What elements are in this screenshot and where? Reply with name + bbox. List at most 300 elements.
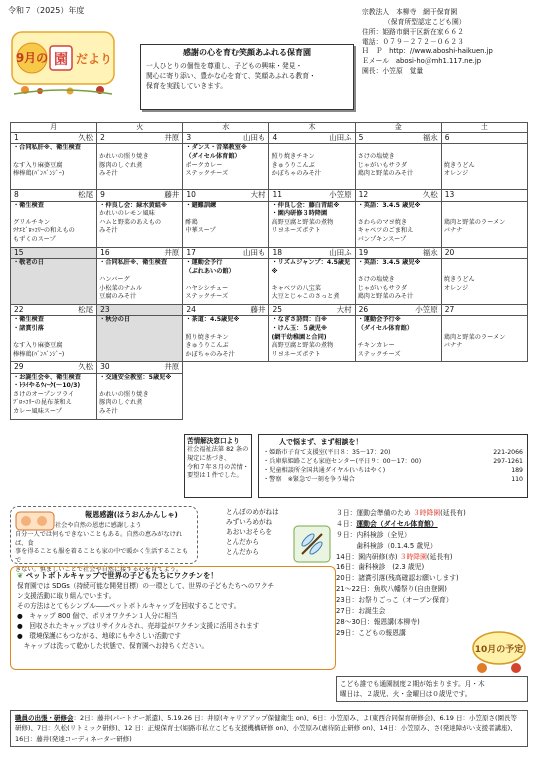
consultation-org: ・児童相談所全国共通ダイヤル(いちはやく) [263,467,386,475]
calendar-menu-row [11,259,528,305]
event-item: ・衛生検査 [13,201,44,209]
poem-line: とんぼのめがねは [226,508,279,516]
children-illustration [15,510,55,532]
staff-name: 大村 [250,190,266,200]
thanks-line: 事を得ることも服を着ることも家の中で暖かく生活することもで [15,548,189,565]
menu-cell [269,201,355,247]
calendar-body [11,133,528,420]
menu-cell [183,259,269,305]
date-cell [11,247,97,258]
childcare-note [336,676,528,702]
event-item: ・ﾄﾗｲやるｳｨｰｸ(～10/3) [13,382,81,390]
menu-cell [183,316,269,362]
date-cell [269,247,355,258]
menu-item: ステックチーズ [185,170,229,178]
menu-item [358,210,439,219]
menu-item: じゃがいもサラダ [357,161,408,169]
date-cell [269,305,355,316]
event-item: ・英語：3.4.5 歳児※ [357,201,421,209]
date-number: 1 [14,133,19,143]
date-cell [183,247,269,258]
menu-item [185,276,266,285]
staff-name: 山田ふ [329,133,352,143]
menu-item: バナナ [443,227,463,235]
menu-item: （ダイセル体育館） [357,325,414,333]
date-number: 9 [100,190,105,200]
menu-item: 鶏肉と野菜のみそ汁 [357,170,414,178]
event-item: ・仲良し会：藤白青組※ [271,201,340,209]
date-number: 13 [444,190,455,200]
staff-name: 山田ふ [329,247,352,257]
menu-cell [355,144,441,190]
menu-item [444,268,525,277]
staff-label: 職員の出張・研修会 [15,714,74,722]
date-cell [441,190,527,201]
event-item: ・お誕生会※、衛生検査 [13,373,81,381]
schedule-text: ３日：運動会準備のため [336,509,413,517]
menu-item: 照り焼きチキン [185,333,229,341]
poem-line: あおいおそらを [226,527,273,536]
schedule-text: 23日：お祭りごっこ（オープン保育） [336,596,453,604]
consultation-org: ・姫路市子育て支援室(平日８：35～17：20) [263,448,391,456]
info-line[interactable]: Ｅメール abosi-ho＠mh1.117.ne.jp [362,57,482,66]
staff-name: 山田も [242,247,266,257]
date-cell [355,362,441,373]
info-line: 電話：０７９－２７２－０６２３ [362,37,464,46]
menu-item [444,210,525,219]
menu-item: キャベツのごま和え [357,227,414,235]
menu-item [13,334,94,343]
menu-item: 豚肉のしぐれ煮 [99,161,143,169]
menu-item: 中華スープ [185,227,216,235]
schedule-text: 16日：歯科検診 (2.3 歳児) [336,563,425,572]
note-line: こども誰でも通園制度２期が始まります。月・木 [340,680,485,688]
logo-text-2: 園 [54,52,68,68]
info-line: 宗教法人 本柳寺 網干保育園 [362,8,458,16]
menu-item: リヨネーズポテト [271,350,321,358]
consultation-row [263,475,523,484]
calendar-header [11,123,528,133]
menu-cell [97,259,183,305]
menu-cell [11,259,97,305]
weekday-header: 土 [441,123,527,133]
date-number: 6 [444,133,450,143]
staff-name: 藤井 [250,305,266,315]
menu-cell [11,144,97,190]
menu-item: なす入り麻婆豆腐 [13,342,63,350]
date-number: 2 [100,133,105,143]
bottlecap-box [10,566,336,670]
menu-item: ハムと野菜のあえもの [99,218,162,226]
schedule-early-dismissal: ３時降園 [399,552,427,561]
year-label: 令和７（2025）年度 [8,6,85,15]
date-cell [355,190,441,201]
menu-cell [441,259,527,305]
menu-item: 豆腐のみそ汁 [99,293,137,301]
menu-cell [183,373,269,419]
bottlecap-line: 保育園では SDGs（持続可能な開発目標）の一環として、世界の子どもたちへのワクチ [17,582,275,591]
menu-cell [441,144,527,190]
menu-item: 高野豆腐と野菜の煮物 [271,342,334,350]
schedule-text: 14日：園内研修(赤) [336,552,400,561]
poem-line: とんだから [226,547,259,556]
staff-name: 久松 [78,362,94,372]
event-item: ・諸賞引落 [13,325,44,333]
menu-item: オレンジ [443,284,469,292]
bottlecap-line: ン支援活動に取り組んでいます。 [17,592,116,601]
consultation-phone: 110 [511,476,523,484]
consultation-org: ・警察 ※緊急で一刻を争う場合 [263,476,355,484]
menu-item [444,259,525,268]
info-line: 園長：小笠原 覚量 [362,67,424,76]
date-number: 15 [14,247,24,257]
menu-cell [355,259,441,305]
consultation-row [263,466,523,475]
bottlecap-line: キャップは洗って乾かした状態で、保育園へお持ちください。 [17,642,209,651]
menu-item: 棒棒鶏(ﾊﾞﾝﾊﾞﾝｼﾞｰ) [13,170,65,178]
menu-item: リヨネーズポテト [271,227,321,235]
schedule-highlight: 運動会（ダイセル体育館） [356,519,438,528]
menu-cell [269,259,355,305]
schedule-extension: (延長有) [440,509,466,517]
date-number: 5 [358,133,364,143]
schedule-text: 歯科検診（0.1.4.5 歳児） [336,541,437,550]
menu-cell [355,201,441,247]
logo-text-3: だより [75,52,113,66]
menu-item: 大豆とじゃこのさっと煮 [271,293,340,301]
date-cell [355,133,441,144]
menu-item: オレンジ [443,170,469,178]
thanks-line: きない。慎ましいことで社会や自然に接する心を育てよう。 [15,565,183,573]
date-number: 25 [272,305,283,315]
menu-item: 照り焼きチキン [271,152,315,160]
october-badge-text: 10月の予定 [474,645,524,655]
menu-item: きゅうりこんぶ [185,342,229,350]
schedule-item [336,508,528,519]
date-number: 16 [100,247,110,257]
menu-item: みそ汁 [99,170,118,178]
weekday-header: 火 [97,123,183,133]
event-item: ・秋分の日 [99,316,131,324]
philosophy-body [146,62,348,92]
sprout-icon: ❦ [17,571,26,580]
menu-item: きゅうりこんぶ [271,161,315,169]
bottlecap-line: ● キャップ 800 個で、ポリオワクチン１人分に相当 [17,612,178,621]
schedule-item [336,530,528,541]
staff-name: 井原 [164,362,180,372]
schedule-text: 27日：お誕生会 [336,606,386,615]
menu-item: 鶏肉と野菜のみそ汁 [357,293,414,301]
menu-item: みそ汁 [99,408,118,415]
event-item: ・合同私肝※、衛生検査 [99,259,168,267]
menu-item [185,210,266,219]
date-cell [97,362,183,373]
menu-cell [355,316,441,362]
menu-item: さわらのマヨ焼き [357,218,408,226]
staff-text: ：2日：藤井(パートナー派遣)、5.19.26 日：井原(キャリアアップ保健衛生 on)、6日：小笠原み、よ(東西合同保育研修会)、6.19 日：小笠原さ(園長等研修)、7日：久松(リトミック研修)、12 日：正規保育士(姫路市私立こども支援機構研修 on)、小笠原み(虐待防止研修 on)、14日：小笠原み、さ(発達障がい支援者講座)、16日：藤井(発達コーディネーター研修) [15,714,518,743]
menu-item: なす入り麻婆豆腐 [13,161,63,169]
schedule-item [336,617,528,628]
event-item: ・なぎさ詩問：白※ [271,316,327,324]
menu-item: かれいの照り焼き [99,390,149,398]
menu-item: 鶏肉と野菜のラーメン [443,218,506,226]
staff-name: 福永 [422,133,438,143]
menu-item [99,144,180,153]
date-cell [355,247,441,258]
menu-cell [269,144,355,190]
school-info [362,8,530,77]
consultation-phone: 297-1261 [493,457,523,465]
menu-item [13,210,94,219]
schedule-item [336,606,528,617]
menu-cell [183,201,269,247]
menu-item: 豚肉のしぐれ煮 [99,399,143,407]
weekday-header: 木 [269,123,355,133]
date-number: 17 [186,247,196,257]
menu-item: かれいの照り焼き [99,152,149,160]
schedule-item [336,562,528,573]
staff-name: 井原 [164,133,180,143]
date-number: 20 [444,247,455,257]
date-cell [97,247,183,258]
staff-name: 藤井 [164,190,180,200]
newsletter-logo [10,28,116,98]
date-number: 29 [14,362,24,372]
event-item: ・仲良し会：緑水黄組※ [99,201,168,209]
weekday-header: 金 [355,123,441,133]
menu-item: かぼちゃのみそ汁 [271,170,321,178]
menu-cell [11,201,97,247]
complaint-line: 社会福祉法第 82 条の [187,446,249,454]
menu-item: 高野豆腐と野菜の煮物 [271,218,334,226]
menu-item [99,268,180,277]
note-line: 曜日は、２歳児、火・金曜日は０歳児です。 [340,690,472,699]
menu-item [185,325,266,334]
menu-item: ポークカレー [185,161,223,169]
consultation-title: 人で悩まず、まず相談を！ [279,438,363,446]
menu-item [358,268,439,277]
consultation-phone: 189 [511,467,523,475]
schedule-item [336,519,528,530]
thanks-line: 社会や自然の恩恵に感謝しよう [55,522,142,530]
schedule-text: ４日： [336,519,357,528]
menu-item [99,382,180,391]
staff-name: 福永 [422,247,438,257]
thanks-line: 自分一人では何もできないこともある。自然の恵みがなければ、食 [15,531,183,547]
date-cell [441,133,527,144]
schedule-item [336,584,528,595]
bottlecap-line: ● 環境保護にもつながる、地球にもやさしい活動です [17,632,182,641]
info-line[interactable]: Ｈ Ｐ http：//www.aboshi-haikuen.jp [362,47,493,56]
event-item: ・避難訓練 [185,201,217,209]
bottlecap-title [17,570,329,581]
menu-item: ステックチーズ [185,293,229,301]
event-item: ・けん玉：５歳児※ [271,325,327,333]
bottlecap-line: ● 回収されたキャップはリサイクルされ、売却益がワクチン支援に活用されます [17,622,260,631]
menu-item: 焼きうどん [443,161,475,169]
consultation-box [258,434,528,498]
complaint-box [184,434,252,498]
october-schedule [336,508,528,639]
date-cell [183,362,269,373]
event-item: ・園内研修３時降園 [271,210,328,218]
menu-item: ハンバーグ [99,276,130,284]
menu-cell [97,373,183,419]
menu-item: （ぶれあいの館） [185,267,235,275]
date-cell [183,305,269,316]
calendar-date-row [11,133,528,144]
calendar-menu-row [11,373,528,419]
menu-cell [11,373,97,419]
poem-line: とんだから [226,537,259,546]
philosophy-line: 一人ひとりの個性を尊重し、子どもの興味・発見・ [146,62,303,71]
complaint-line: 令和７年８月の苦情・ [187,463,249,471]
dragonfly-icon [292,524,332,564]
staff-name: 小笠原 [415,305,438,315]
menu-item: みそ汁 [99,227,118,235]
date-number: 26 [358,305,369,315]
menu-cell [97,316,183,362]
schedule-item [336,573,528,584]
date-number: 12 [358,190,369,200]
complaint-line: 要望は１件でした。 [187,472,243,480]
menu-item: ﾂﾅｴﾋﾞﾛｯｺﾘｰの和えもの [13,227,75,235]
menu-cell [441,316,527,362]
thanks-title: 報恩感謝(ほうおんかんしゃ) [85,510,178,519]
calendar-menu-row [11,201,528,247]
staff-name: 久松 [78,133,94,143]
menu-item: かぼちゃのみそ汁 [185,350,235,358]
complaint-title: 苦情解決窓口より [187,437,240,445]
date-cell [97,190,183,201]
date-number: 4 [272,133,278,143]
event-item: ・運動会予行※ [357,316,401,324]
date-number: 24 [186,305,196,315]
menu-item: グリルチキン [13,218,51,226]
menu-item [271,144,352,153]
menu-item: (網干幼稚園と合同) [271,333,327,341]
schedule-text: ９日：内科検診（全児） [336,530,411,539]
date-cell [269,133,355,144]
menu-item: カレー風味スープ [13,408,62,415]
date-number: 22 [14,305,24,315]
complaint-line: 規定に基づき、 [187,454,231,462]
consultation-phone: 221-2066 [493,448,523,456]
menu-item: 鶏肉と野菜のラーメン [443,333,506,341]
schedule-text: 29日：こどもの報恩講 [336,628,406,637]
weekday-header: 水 [183,123,269,133]
menu-cell [97,144,183,190]
event-item: ・交通安全教室：5歳児※ [99,373,172,381]
date-cell [269,190,355,201]
consultation-org: ・兵庫県姫路こども家庭センター(平日９：00～17：00) [263,457,422,465]
event-item: ・敬老の日 [13,259,44,267]
logo-text-1: 9月の [15,51,49,65]
menu-item [358,334,439,343]
info-line: （保育所型認定こども園） [384,17,466,26]
event-item: ・運動会予行 [185,259,223,267]
info-line: 住所：姫路市網干区新在家６６２ [362,27,464,36]
menu-item: バナナ [443,342,463,350]
schedule-item [336,595,528,606]
date-cell [97,133,183,144]
menu-cell [355,373,441,419]
event-item: ・衛生検査 [13,316,44,324]
philosophy-line: 関心に寄り添い、豊かな心を育て、笑顔あふれる教育・ [146,72,316,81]
menu-item: キャベツの八宝菜 [271,284,321,292]
event-item: ・茶道：4.5歳児※ [185,316,240,324]
menu-item: 小松菜のナムル [99,284,143,292]
philosophy-line: 保育を実践していきます。 [146,82,228,91]
schedule-text: 20日：諸賞引落(残高確認お願いします) [336,574,459,583]
logo-illustration [10,28,116,98]
calendar-menu-row [11,316,528,362]
schedule-early-dismissal: ３時降園 [412,509,441,517]
staff-trainings [10,710,528,747]
date-cell [183,133,269,144]
staff-name: 松尾 [78,190,94,200]
menu-item [358,144,439,153]
menu-cell [441,201,527,247]
date-number: 10 [186,190,196,200]
menu-item: ハヤシシチュー [185,284,229,292]
consultation-row [263,448,523,457]
calendar-date-row [11,362,528,373]
menu-item: （ダイセル体育館） [185,152,241,160]
menu-item [271,276,352,285]
date-number: 11 [272,190,283,200]
date-number: 30 [100,362,110,372]
date-cell [441,247,527,258]
schedule-text: 28～30日：報恩講(本柳寺) [336,617,420,626]
date-cell [11,190,97,201]
philosophy-title: 感謝の心を育む笑顔あふれる保育園 [183,48,311,57]
menu-item: もずくのスープ [13,235,56,243]
poem-line: みずいろめがね [226,517,273,526]
date-cell [355,305,441,316]
date-cell [183,190,269,201]
menu-cell [441,373,527,419]
thanks-box [10,506,198,573]
menu-item [444,316,525,325]
menu-item: チキンカレー [357,342,395,350]
menu-item: ステックチーズ [357,350,401,358]
date-cell [269,362,355,373]
date-number: 18 [272,247,283,257]
event-item: ・合同私肝※、衛生検査 [13,144,81,152]
event-item: ・英語：3.4.5 歳児※ [357,259,421,267]
menu-cell [11,316,97,362]
date-cell [97,305,183,316]
calendar-date-row [11,305,528,316]
event-item: ・ダンス・音楽教室※ [185,144,247,152]
schedule-item [336,541,528,552]
schedule-item [336,552,528,563]
menu-cell [269,373,355,419]
staff-name: 大村 [336,305,352,315]
bottlecap-line: その方法はとてもシンプル――ペットボトルキャップを回収することです。 [17,602,241,611]
menu-item: かれいのレモン風味 [99,210,155,218]
menu-item: じゃがいもサラダ [357,284,408,292]
staff-name: 小笠原 [329,190,352,200]
date-cell [11,133,97,144]
staff-name: 山田も [242,133,266,143]
date-number: 3 [186,133,192,143]
schedule-text: 21～22日：魚吹八幡祭り(自由登園) [336,585,447,594]
date-cell [11,362,97,373]
philosophy-box [140,44,354,110]
calendar-date-row [11,190,528,201]
